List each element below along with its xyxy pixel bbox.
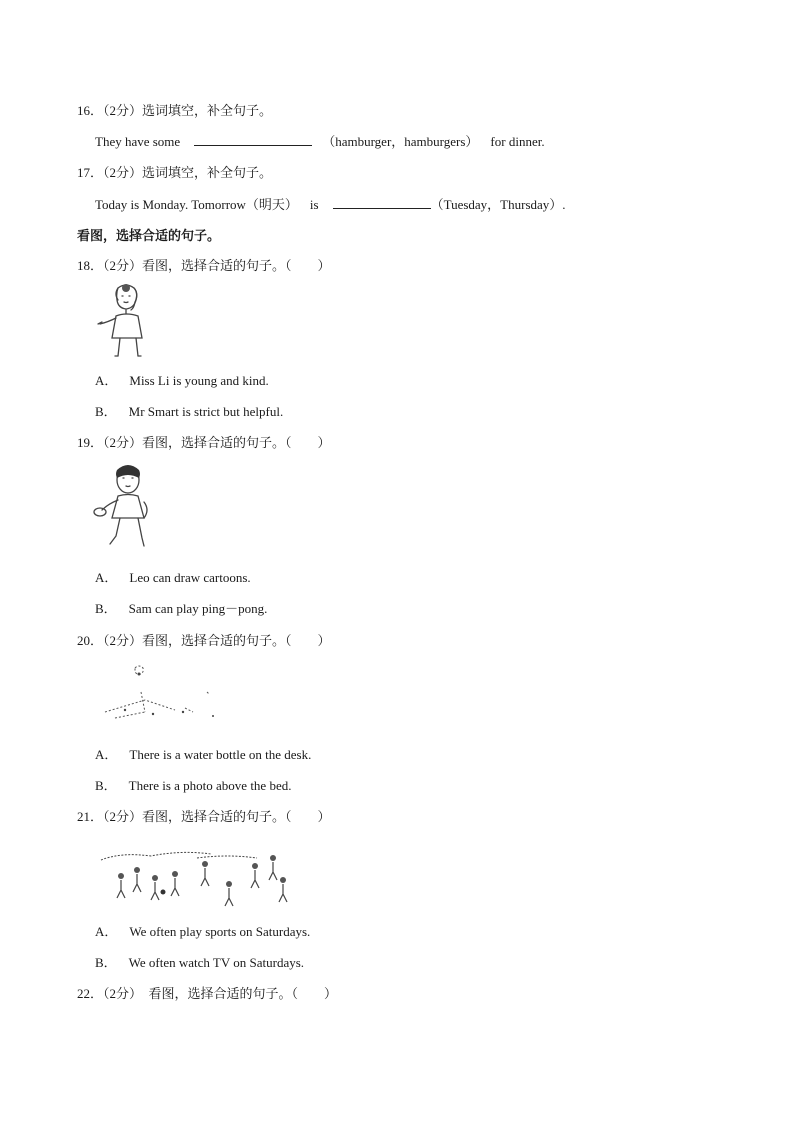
option-a-label: A． [95,570,118,585]
option-a-text: There is a water bottle on the desk. [129,747,312,762]
question-21-option-b[interactable] [95,955,304,971]
question-16-blank[interactable] [194,133,312,146]
question-17-blank[interactable] [333,196,431,209]
boy-ping-pong-picture [90,462,156,554]
question-16-options: （hamburger，hamburgers） [322,134,479,149]
question-21-title: 21．（2分）看图，选择合适的句子。（ ） [77,809,331,824]
option-b-label: B． [95,404,117,419]
option-b-text: There is a photo above the bed. [128,778,292,793]
option-a-label: A． [95,373,118,388]
question-20-option-b[interactable] [95,778,291,794]
question-16-after: for dinner. [490,134,545,149]
sports-picture [97,840,297,912]
question-17-before: Today is Monday. Tomorrow（明天） [95,197,298,212]
question-21-option-a[interactable] [95,924,310,940]
option-b-text: Mr Smart is strict but helpful. [128,404,284,419]
option-a-text: Leo can draw cartoons. [129,570,251,585]
question-18-option-b[interactable] [95,404,283,420]
question-19-option-a[interactable] [95,570,251,586]
question-16-sentence [95,133,545,150]
room-picture [95,662,235,732]
question-17-title: 17．（2分）选词填空，补全句子。 [77,165,273,180]
question-19-option-b[interactable] [95,601,267,617]
question-20-option-a[interactable] [95,747,311,763]
question-16-title: 16．（2分）选词填空，补全句子。 [77,103,273,118]
option-a-label: A． [95,747,118,762]
question-19-title: 19．（2分）看图，选择合适的句子。（ ） [77,435,331,450]
question-22-title: 22．（2分） 看图，选择合适的句子。（ ） [77,986,338,1001]
section-heading: 看图，选择合适的句子。 [77,228,221,243]
question-16-before: They have some [95,134,181,149]
teacher-picture [92,282,154,362]
option-b-label: B． [95,778,117,793]
question-17-options: （Tuesday，Thursday）. [430,197,566,212]
question-17-sentence [95,196,566,213]
option-a-text: We often play sports on Saturdays. [129,924,311,939]
question-18-option-a[interactable] [95,373,269,389]
option-a-label: A． [95,924,118,939]
option-b-label: B． [95,601,117,616]
option-b-text: We often watch TV on Saturdays. [128,955,305,970]
option-b-text: Sam can play ping－pong. [128,601,268,616]
option-a-text: Miss Li is young and kind. [129,373,269,388]
question-20-title: 20．（2分）看图，选择合适的句子。（ ） [77,633,331,648]
option-b-label: B． [95,955,117,970]
question-18-title: 18．（2分）看图，选择合适的句子。（ ） [77,258,331,273]
question-17-is: is [309,197,319,212]
